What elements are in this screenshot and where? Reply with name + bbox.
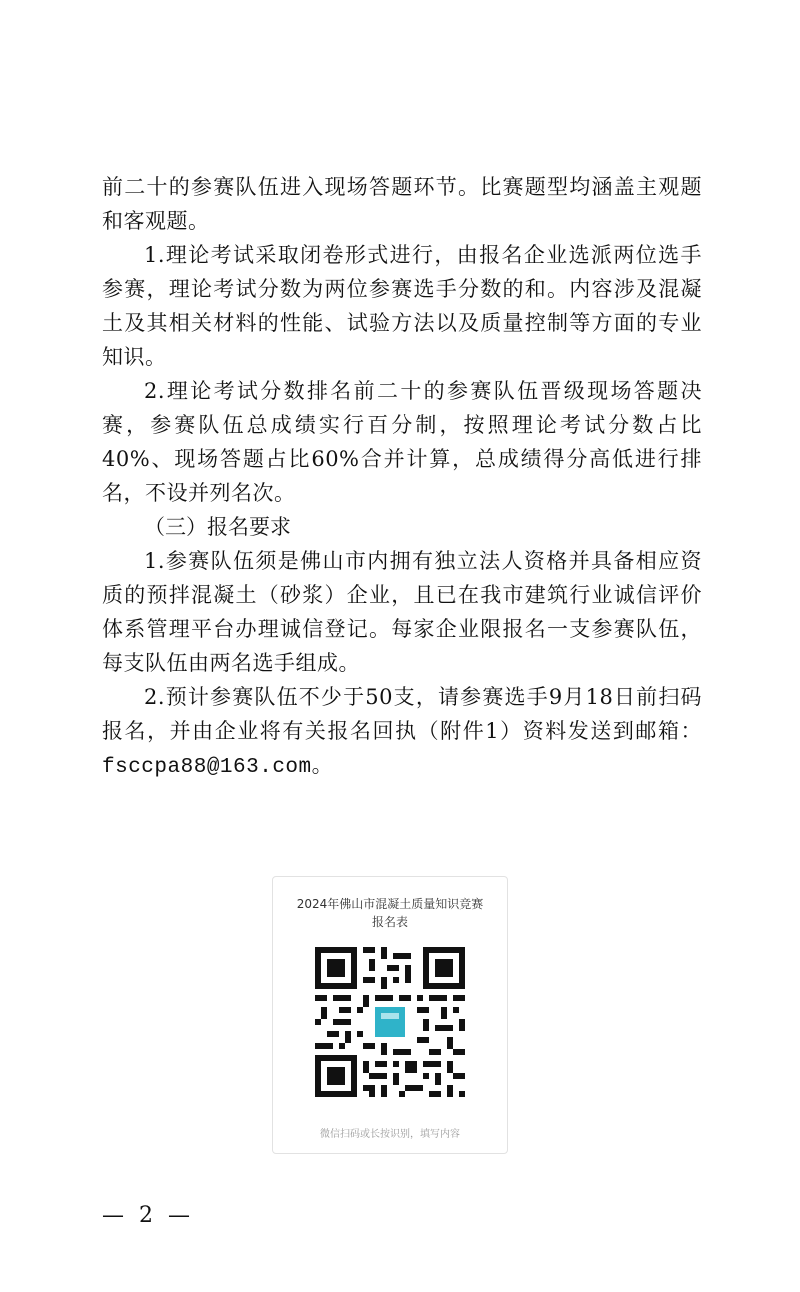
qr-title-line2: 报名表 xyxy=(371,915,408,929)
paragraph-scoring: 2.理论考试分数排名前二十的参赛队伍晋级现场答题决赛，参赛队伍总成绩实行百分制，按照理论考试分数占比40%、现场答题占比60%合并计算，总成绩得分高低进行排名，不设并列名次。 xyxy=(102,379,702,505)
paragraph-eligibility: 1.参赛队伍须是佛山市内拥有独立法人资格并具备相应资质的预拌混凝土（砂浆）企业，且已在我市建筑行业诚信评价体系管理平台办理诚信登记。每家企业限报名一支参赛队伍，每支队伍由两名选手组成。 xyxy=(102,549,702,675)
qr-hint-text: 微信扫码或长按识别，填写内容 xyxy=(320,1129,460,1140)
qr-registration-card xyxy=(272,876,508,1154)
registration-text: 2.预计参赛队伍不少于50支，请参赛选手9月18日前扫码报名，并由企业将有关报名回执（附件1）资料发送到邮箱： xyxy=(102,685,702,743)
document-body xyxy=(102,170,702,785)
qr-code-icon[interactable] xyxy=(315,947,465,1097)
registration-end: 。 xyxy=(311,753,334,777)
paragraph-continuation: 前二十的参赛队伍进入现场答题环节。比赛题型均涵盖主观题和客观题。 xyxy=(102,175,702,233)
section-heading-registration: （三）报名要求 xyxy=(144,515,291,539)
page-number: — 2 — xyxy=(102,1203,194,1228)
qr-card-title xyxy=(273,895,507,931)
qr-title-line1: 2024年佛山市混凝土质量知识竞赛 xyxy=(296,897,484,911)
paragraph-registration xyxy=(102,680,702,785)
email-address[interactable]: fsccpa88@163.com xyxy=(102,756,312,779)
paragraph-theory-exam: 1.理论考试采取闭卷形式进行，由报名企业选派两位选手参赛，理论考试分数为两位参赛选手分数的和。内容涉及混凝土及其相关材料的性能、试验方法以及质量控制等方面的专业知识。 xyxy=(102,243,702,369)
